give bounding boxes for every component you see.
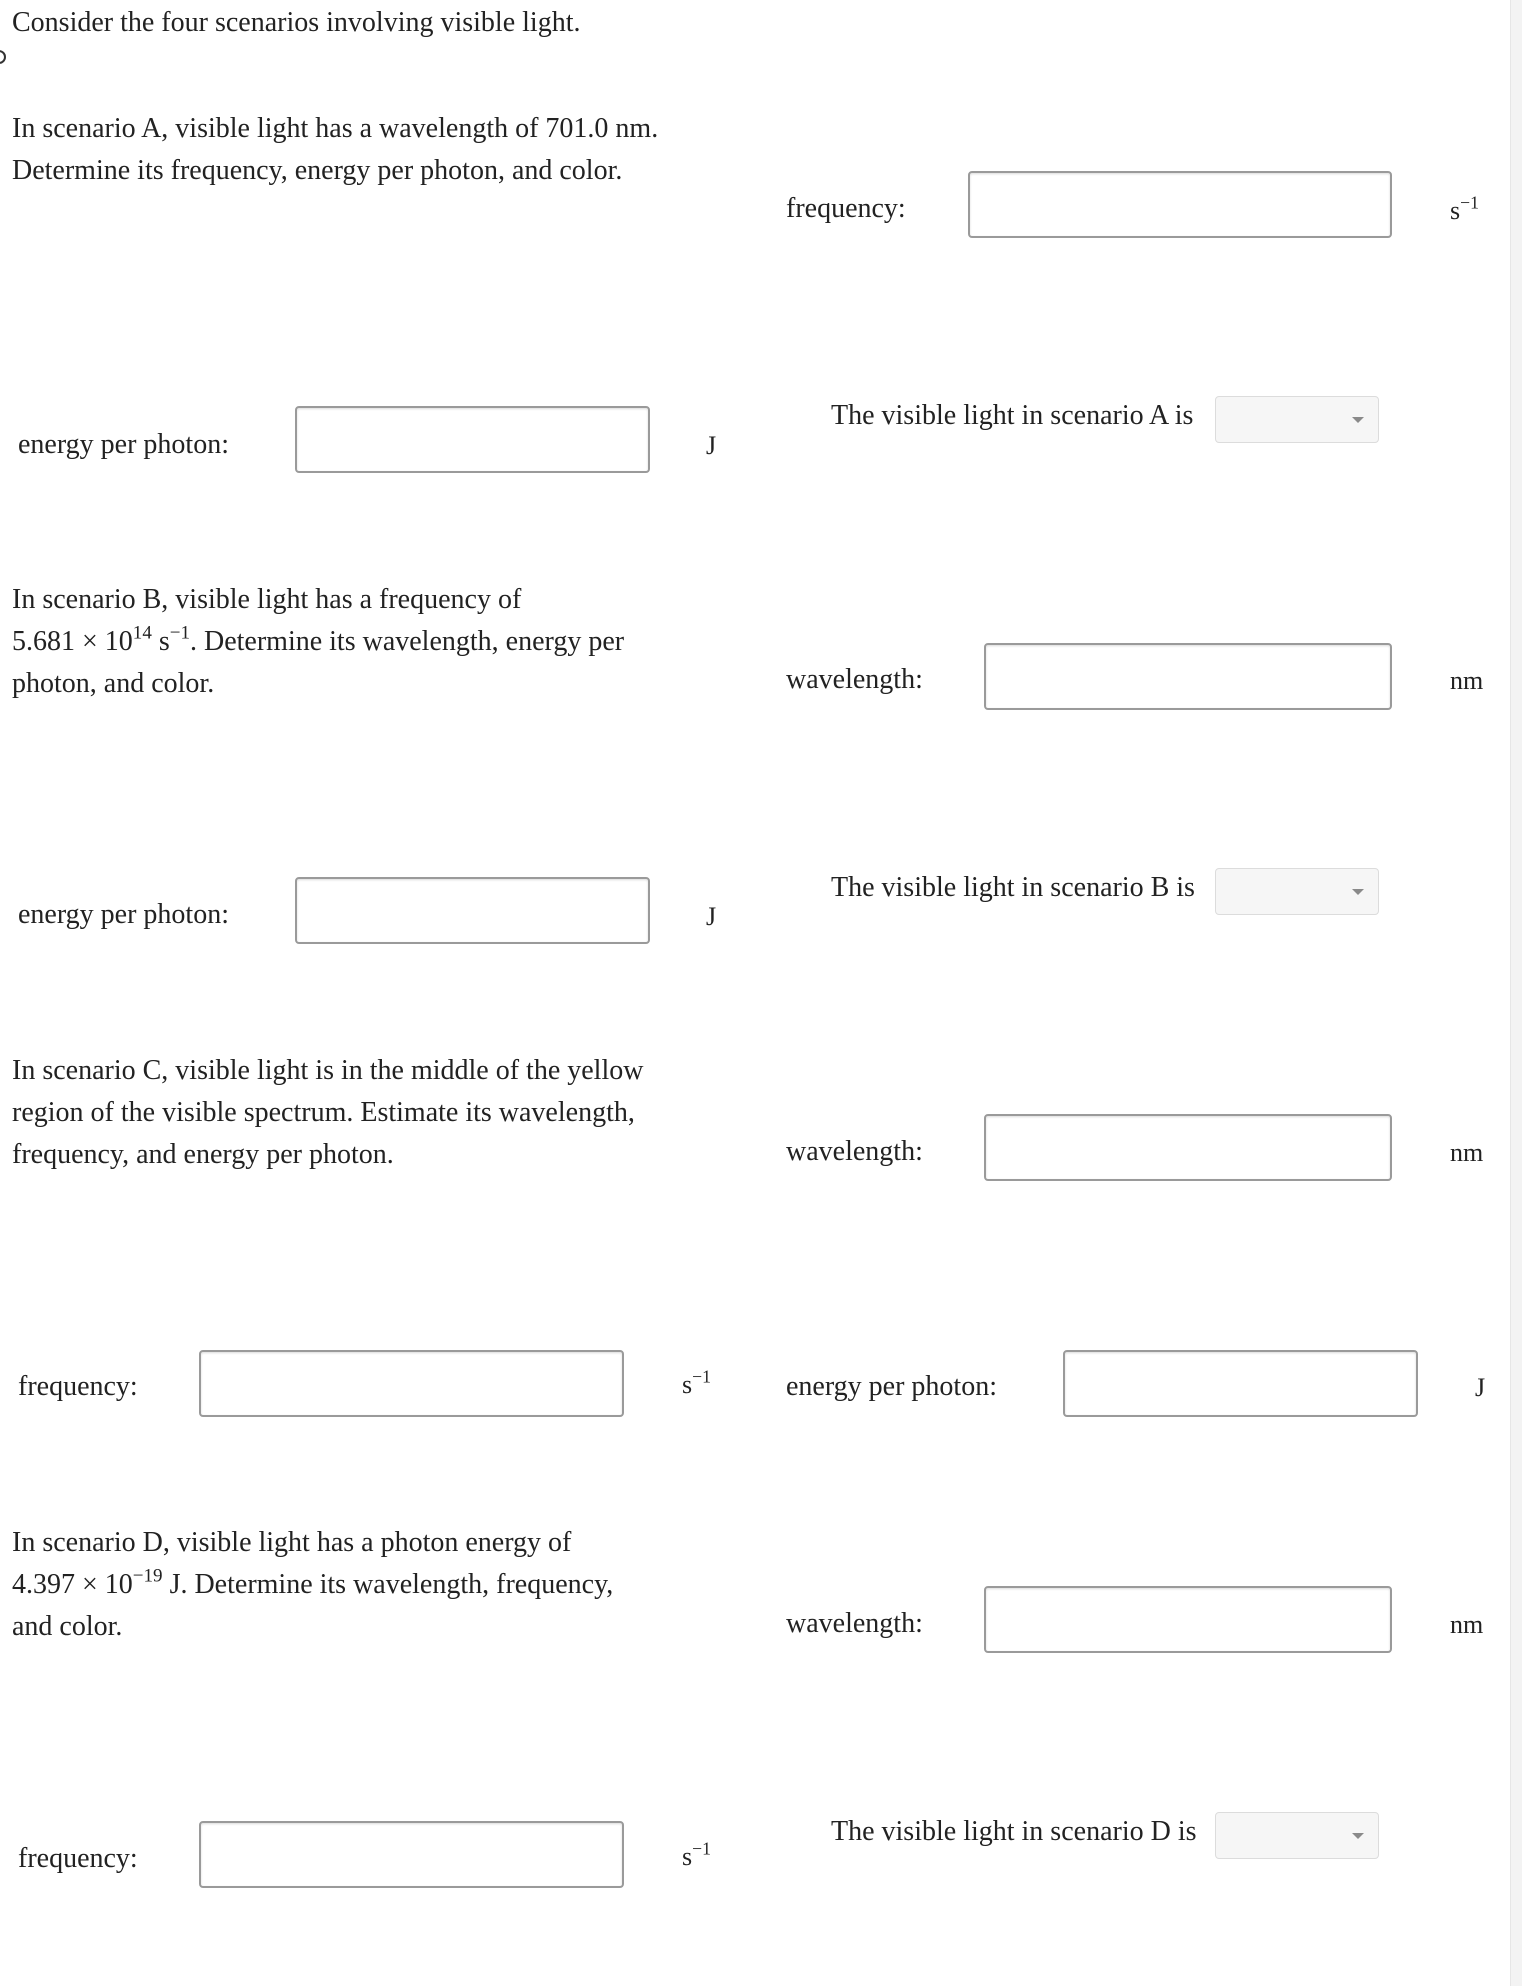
scenario-c-frequency-label: frequency: bbox=[18, 1371, 138, 1402]
scenario-d-line-3: and color. bbox=[12, 1611, 123, 1642]
chevron-down-icon bbox=[1352, 889, 1364, 895]
scenario-b-color-select[interactable] bbox=[1215, 868, 1379, 915]
scenario-b-energy-unit: J bbox=[706, 902, 717, 931]
page-scrollbar[interactable] bbox=[1510, 0, 1522, 1986]
scenario-c-wavelength-label: wavelength: bbox=[786, 1136, 923, 1167]
scenario-d-color-label: The visible light in scenario D is bbox=[831, 1816, 1197, 1847]
scenario-c-energy-unit: J bbox=[1475, 1373, 1486, 1402]
scenario-d-frequency-input[interactable] bbox=[199, 1821, 624, 1888]
scenario-c-line-3: frequency, and energy per photon. bbox=[12, 1139, 394, 1170]
scenario-b-line-1: In scenario B, visible light has a frequency of bbox=[12, 584, 522, 615]
scenario-c-frequency-input[interactable] bbox=[199, 1350, 624, 1417]
scenario-a-frequency-input[interactable] bbox=[968, 171, 1392, 238]
scenario-b-line-2: $5.681 \times 10^{14}$ $s^{-1}$. Determine its wavelength, energy per bbox=[12, 622, 625, 657]
scenario-b-line-3: photon, and color. bbox=[12, 668, 215, 699]
scenario-a-energy-unit: J bbox=[706, 431, 717, 460]
scenario-c-line-1: In scenario C, visible light is in the middle of the yellow bbox=[12, 1055, 644, 1086]
scenario-b-wavelength-label: wavelength: bbox=[786, 664, 923, 695]
scenario-d-text bbox=[12, 1522, 752, 1648]
scenario-a-frequency-unit: $s^{-1}$ bbox=[1450, 192, 1479, 225]
scenario-b-text bbox=[12, 579, 752, 705]
scenario-c-line-2: region of the visible spectrum. Estimate its wavelength, bbox=[12, 1097, 635, 1128]
scenario-b-wavelength-input[interactable] bbox=[984, 643, 1392, 710]
scenario-d-wavelength-unit: nm bbox=[1450, 1610, 1484, 1639]
scenario-d-wavelength-input[interactable] bbox=[984, 1586, 1392, 1653]
chevron-down-icon bbox=[1352, 417, 1364, 423]
chevron-down-icon bbox=[1352, 1833, 1364, 1839]
scenario-c-frequency-unit: $s^{-1}$ bbox=[682, 1366, 711, 1399]
scenario-a-energy-input[interactable] bbox=[295, 406, 650, 473]
scenario-b-wavelength-unit: nm bbox=[1450, 666, 1484, 695]
scenario-c-wavelength-input[interactable] bbox=[984, 1114, 1392, 1181]
scenario-d-wavelength-label: wavelength: bbox=[786, 1608, 923, 1639]
scenario-d-frequency-label: frequency: bbox=[18, 1843, 138, 1874]
scenario-a-frequency-label: frequency: bbox=[786, 193, 906, 224]
scenario-a-line-1: In scenario A, visible light has a wavelength of 701.0 nm. bbox=[12, 113, 659, 144]
scenario-d-line-1: In scenario D, visible light has a photon energy of bbox=[12, 1527, 572, 1558]
scenario-c-energy-label: energy per photon: bbox=[786, 1371, 997, 1402]
scenario-a-line-2: Determine its frequency, energy per photon, and color. bbox=[12, 155, 623, 186]
scenario-d-color-select[interactable] bbox=[1215, 1812, 1379, 1859]
left-edge-marker bbox=[0, 50, 6, 64]
scenario-a-energy-label: energy per photon: bbox=[18, 429, 229, 460]
scenario-a-color-select[interactable] bbox=[1215, 396, 1379, 443]
scenario-b-energy-label: energy per photon: bbox=[18, 899, 229, 930]
scenario-d-frequency-unit: $s^{-1}$ bbox=[682, 1838, 711, 1871]
intro-text: Consider the four scenarios involving visible light. bbox=[12, 7, 581, 38]
scenario-b-energy-input[interactable] bbox=[295, 877, 650, 944]
scenario-c-energy-input[interactable] bbox=[1063, 1350, 1418, 1417]
scenario-a-text bbox=[12, 108, 752, 192]
scenario-b-color-label: The visible light in scenario B is bbox=[831, 872, 1195, 903]
scenario-a-color-label: The visible light in scenario A is bbox=[831, 400, 1194, 431]
scenario-c-text bbox=[12, 1050, 752, 1176]
scenario-d-line-2: $4.397 \times 10^{-19}$ J. Determine its wavelength, frequency, bbox=[12, 1565, 614, 1600]
scenario-c-wavelength-unit: nm bbox=[1450, 1138, 1484, 1167]
